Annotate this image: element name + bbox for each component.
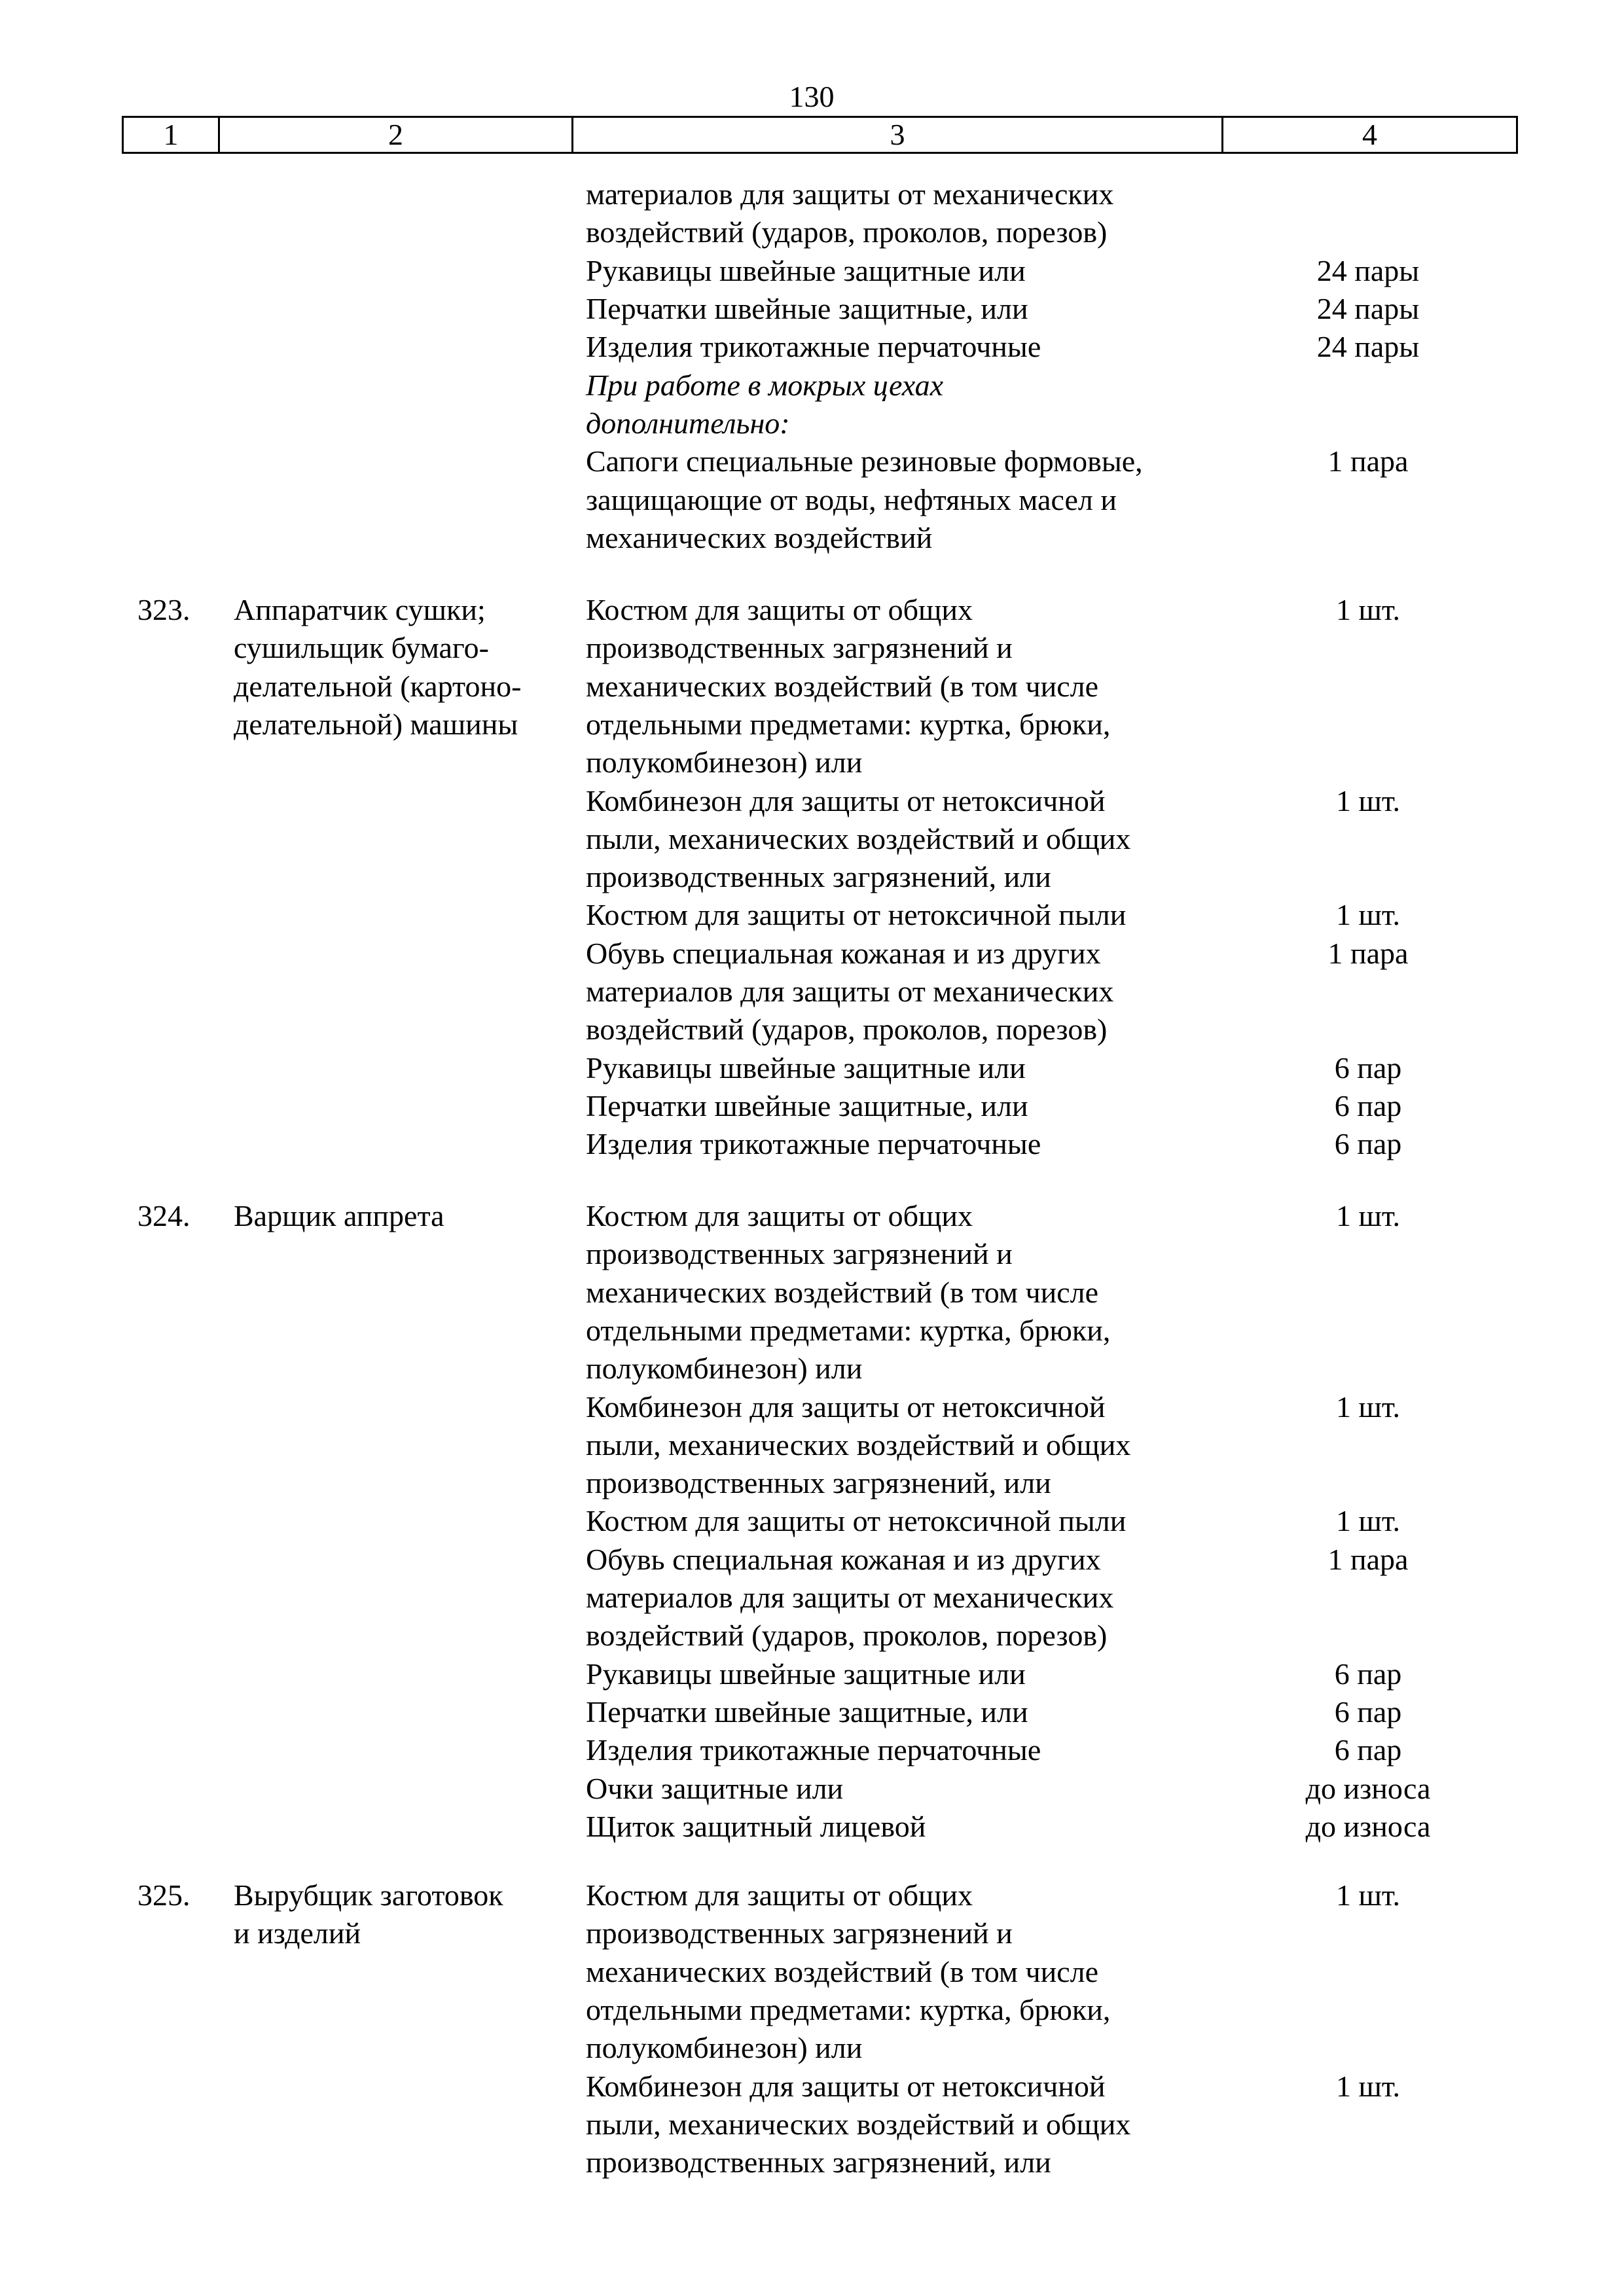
continuation-item-line: Рукавицы швейные защитные или [586,254,1026,287]
item-line: Перчатки швейные защитные, или [586,1089,1028,1122]
item-line: отдельными предметами: куртка, брюки, [586,1314,1111,1347]
profession-line: Аппаратчик сушки; [234,593,486,626]
item-line: отдельными предметами: куртка, брюки, [586,1993,1111,2026]
item-line: пыли, механических воздействий и общих [586,822,1131,855]
item-line: полукомбинезон) или [586,745,863,779]
quantity: 1 пара [1327,937,1409,970]
item-line: Костюм для защиты от общих [586,1199,973,1232]
item-line: полукомбинезон) или [586,2031,863,2064]
entry-number: 325. [137,1878,190,1912]
quantity: до износа [1305,1810,1431,1843]
quantity: 1 шт. [1335,784,1401,817]
item-line: Комбинезон для защиты от нетоксичной [586,1390,1106,1424]
continuation-item-line: Сапоги специальные резиновые формовые, [586,444,1143,478]
item-line: пыли, механических воздействий и общих [586,2108,1131,2141]
item-line: механических воздействий (в том числе [586,670,1099,703]
quantity: 1 шт. [1335,593,1401,626]
page-number: 130 [789,80,835,113]
item-line: Обувь специальная кожаная и из других [586,1543,1101,1576]
quantity: до износа [1305,1772,1431,1805]
item-line: Костюм для защиты от общих [586,593,973,626]
profession-line: делательной (картоно- [234,670,522,703]
item-line: Рукавицы швейные защитные или [586,1657,1026,1691]
item-line: производственных загрязнений, или [586,860,1051,893]
quantity: 1 шт. [1335,2070,1401,2103]
quantity: 1 шт. [1335,1878,1401,1912]
column-header-2: 2 [219,117,573,153]
item-line: отдельными предметами: куртка, брюки, [586,708,1111,741]
profession-line: и изделий [234,1916,361,1950]
quantity: 1 пара [1327,1543,1409,1576]
continuation-quantity: 24 пары [1316,292,1420,325]
continuation-item-line: механических воздействий [586,521,933,554]
profession-line: Варщик аппрета [234,1199,444,1232]
continuation-item-line: Перчатки швейные защитные, или [586,292,1028,325]
continuation-quantity: 24 пары [1316,254,1420,287]
item-line: полукомбинезон) или [586,1352,863,1385]
column-header-row [122,116,1518,154]
item-line: Изделия трикотажные перчаточные [586,1127,1041,1160]
item-line: Костюм для защиты от нетоксичной пыли [586,1504,1127,1537]
quantity: 1 шт. [1335,1199,1401,1232]
column-header-3: 3 [573,117,1223,153]
item-line: воздействий (ударов, проколов, порезов) [586,1013,1108,1046]
entry-number: 323. [137,593,190,626]
continuation-quantity: 24 пары [1316,330,1420,363]
quantity: 1 шт. [1335,1504,1401,1537]
quantity: 6 пар [1334,1657,1402,1691]
quantity: 1 шт. [1335,898,1401,931]
column-header-4: 4 [1223,117,1517,153]
item-line: Обувь специальная кожаная и из других [586,937,1101,970]
item-line: Щиток защитный лицевой [586,1810,926,1843]
item-line: Костюм для защиты от общих [586,1878,973,1912]
quantity: 6 пар [1334,1733,1402,1767]
item-line: производственных загрязнений и [586,1237,1013,1270]
profession-line: Вырубщик заготовок [234,1878,503,1912]
item-line: механических воздействий (в том числе [586,1955,1099,1988]
continuation-item-line: Изделия трикотажные перчаточные [586,330,1041,363]
quantity: 1 шт. [1335,1390,1401,1424]
item-line: Костюм для защиты от нетоксичной пыли [586,898,1127,931]
item-line: Комбинезон для защиты от нетоксичной [586,2070,1106,2103]
item-line: пыли, механических воздействий и общих [586,1428,1131,1462]
item-line: Рукавицы швейные защитные или [586,1051,1026,1085]
item-line: производственных загрязнений и [586,1916,1013,1950]
item-line: производственных загрязнений, или [586,2145,1051,2179]
continuation-quantity: 1 пара [1327,444,1409,478]
item-line: Перчатки швейные защитные, или [586,1695,1028,1729]
continuation-item-line: материалов для защиты от механических [586,177,1114,211]
column-header-1: 1 [123,117,219,153]
item-line: производственных загрязнений и [586,631,1013,664]
quantity: 6 пар [1334,1695,1402,1729]
quantity: 6 пар [1334,1051,1402,1085]
item-line: материалов для защиты от механических [586,1581,1114,1614]
profession-line: делательной) машины [234,708,518,741]
item-line: Комбинезон для защиты от нетоксичной [586,784,1106,817]
continuation-note-line: При работе в мокрых цехах [586,368,943,402]
item-line: производственных загрязнений, или [586,1466,1051,1499]
item-line: Очки защитные или [586,1772,844,1805]
item-line: воздействий (ударов, проколов, порезов) [586,1619,1108,1652]
item-line: механических воздействий (в том числе [586,1276,1099,1309]
entry-number: 324. [137,1199,190,1232]
continuation-item-line: воздействий (ударов, проколов, порезов) [586,215,1108,249]
profession-line: сушильщик бумаго- [234,631,489,664]
item-line: Изделия трикотажные перчаточные [586,1733,1041,1767]
quantity: 6 пар [1334,1127,1402,1160]
continuation-item-line: защищающие от воды, нефтяных масел и [586,483,1117,516]
quantity: 6 пар [1334,1089,1402,1122]
continuation-note-line: дополнительно: [586,406,790,440]
item-line: материалов для защиты от механических [586,975,1114,1008]
